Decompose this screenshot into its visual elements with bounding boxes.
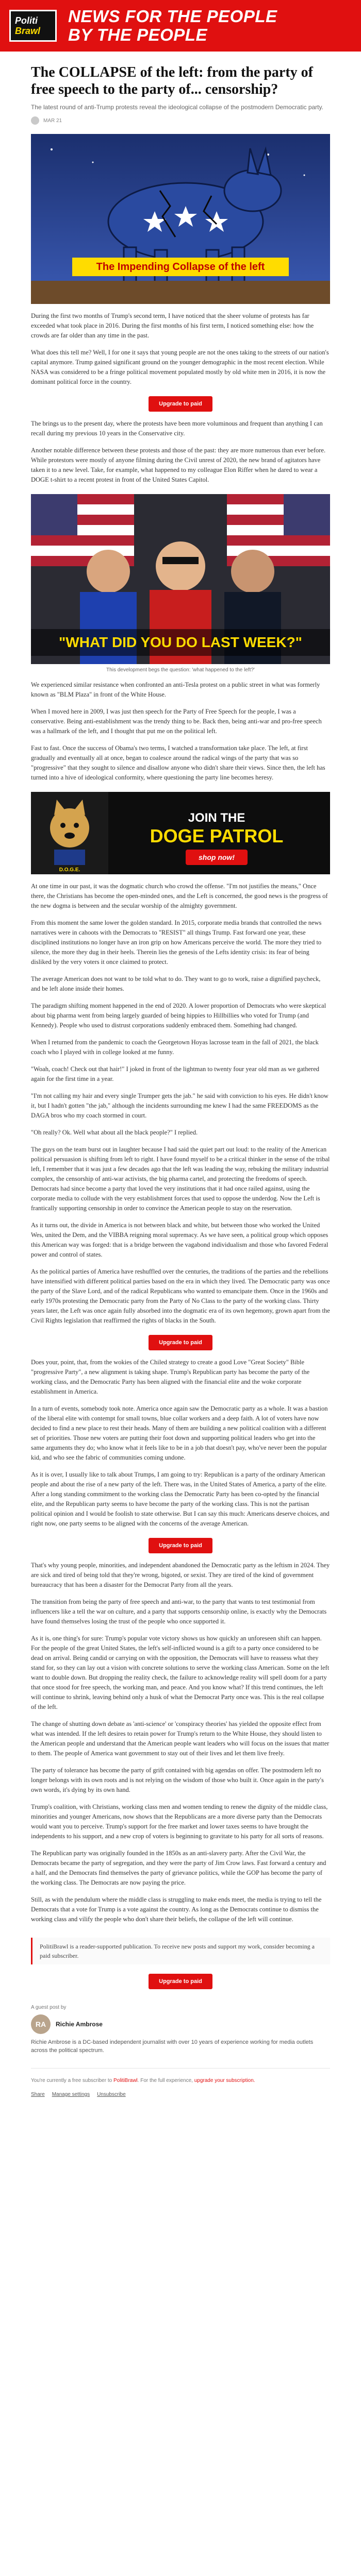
hero-illustration (31, 134, 330, 304)
paragraph: Another notable difference between these protests and those of the past: they are more numerous than ever before. While protestors were mostly of anyone filming during the Civil unrest of 2020, the new brand of agitators have taken it to a new level. Take, for example, what happened to my colleague Elon Riffer when he dared to wear a DOGE t-shirt to a recent protest in front of the United States Capitol. (31, 447, 326, 483)
image-quote-text: "WHAT DID YOU DO LAST WEEK?" (59, 634, 302, 650)
subscribe-callout: PolitiBrawl is a reader-supported publication. To receive new posts and support my work, consider becoming a paid subscriber. (31, 1938, 330, 1964)
promo-line1: JOIN THE (188, 811, 245, 825)
author-name[interactable]: Richie Ambrose (56, 2021, 103, 2028)
protest-photo (31, 494, 330, 664)
paragraph: The Republican party was originally founded in the 1850s as an anti-slavery party. After the Civil War, the Democrats became the party of segregation, and they were the party of Jim Crow laws. Fast forward a century and a half, and the Democrats find themselves the party of grievance politics, while the GOP has become the party of the working class. The Democrats are now paying the price. (31, 1850, 326, 1886)
promo-line2: DOGE PATROL (150, 825, 284, 846)
subscription-note (31, 2077, 330, 2084)
paragraph: The party of tolerance has become the party of grift contained with big agendas on offer. The postmodern left no longer belongs with its own roots and is not relying on the wisdom of those who built it. Once again in the party's own words, it's dying by its own hand. (31, 1767, 324, 1793)
note-prefix: You're currently a free subscriber to (31, 2078, 112, 2083)
manage-settings-link[interactable]: Manage settings (52, 2092, 90, 2097)
unsubscribe-link[interactable]: Unsubscribe (97, 2092, 126, 2097)
paragraph: Does your, point, that, from the wokies of the Chiled strategy to create a good Love "Great Society" Bible "progressive Party", a new alignment is taking shape. Trump's Republican party has become the party of the working class, and the Democratic Party has been aligned with the financial elite and the woke corporate establishment in America. (31, 1359, 310, 1395)
promo-brand-text: D.O.G.E. (59, 867, 80, 873)
footer-actions (31, 2092, 330, 2097)
logo-text-politi: Politi (15, 15, 38, 26)
author-row[interactable] (31, 2014, 330, 2034)
protest-image[interactable] (31, 494, 330, 664)
paragraph: The paradigm shifting moment happened in the end of 2020. A lower proportion of Democrats who were skeptical about big pharma went from being largely guarded of being hippies to Hillbillies who voted for Trump (and Kennedy). People who used to distrust corporations suddenly embraced them. Something had changed. (31, 1002, 326, 1029)
publication-link[interactable]: PolitiBrawl (113, 2078, 138, 2083)
paragraph: From this moment the same lower the golden standard. In 2015, corporate media brands that controlled the news narratives were in cahoots with the Democrats to "RESIST" all things Trump. Fast forward one year, these disciplined institutions no longer have an iron grip on how Americans perceive the world. The more they tried to silence, the more they dug in their heels. Therein lies the genesis of the Lefts identity crisis: its fear of being disliked by the very voters it once claimed to protect. (31, 919, 322, 965)
banner-headline-line1: NEWS FOR THE PEOPLE (68, 7, 277, 26)
dog-mascot (50, 800, 89, 865)
note-suffix: . For the full experience, (137, 2078, 193, 2083)
article-date: MAR 21 (43, 117, 62, 124)
paragraph: At one time in our past, it was the dogmatic church who crowd the offense. "I'm not justifies the means," Once there, the Christians has become the open-minded ones, and the Left is concerned, the good news is the progress of the new dogma is between and the secular worship of the almighty government. (31, 883, 328, 909)
upgrade-to-paid-button[interactable]: Upgrade to paid (149, 1974, 212, 1989)
cta-wrap (31, 1335, 330, 1350)
paragraph: The guys on the team burst out in laughter because I had said the quiet part out loud: to the reality of the American political persuasion is shifting from left to right. I have found myself to be a critical thinker in the sense of the tribal left, I remember that it was just a few decades ago that the left was leading the way, rebuking the military industrial complex, the censorship of anti-war activists, the big pharma cartel, and protecting the freedoms of speech. Democrats had since become a party that loved the very institutions that it had once railed against, using the corporate media to collude with the very establishment forces that used to oppose the underdog. Now the Left is frantically supporting censorship in order to convince the American people to stay on the reservation. (31, 1146, 330, 1212)
author-block (31, 2005, 330, 2055)
author-label: A guest post by (31, 2005, 67, 2010)
upgrade-to-paid-button[interactable]: Upgrade to paid (149, 1335, 212, 1350)
cta-wrap (31, 1538, 330, 1553)
paragraph: "Woah, coach! Check out that hair!" I joked in front of the lightman to twenty four year old man as we gathered again for the first time in a year. (31, 1065, 320, 1082)
paragraph: During the first two months of Trump's second term, I have noticed that the sheer volume of protests has far exceeded what took place in 2016. During the first months of his first term, I noticed something else: how the crowds are far older than any time in the past. (31, 312, 314, 339)
paragraph: That's why young people, minorities, and independent abandoned the Democratic party as the leftism in 2024. They are sick and tired of being told that they're wrong, bigoted, or sexist. They are tired of the kind of government bureaucracy that has been a disaster for the Democrat Party from all the years. (31, 1562, 330, 1588)
page-bottom-spacer (31, 2113, 330, 2133)
byline (31, 116, 330, 125)
paragraph: "Oh really? Ok. Well what about all the black people?" I replied. (31, 1129, 198, 1136)
banner-headline-line2: BY THE PEOPLE (68, 25, 207, 44)
article (0, 52, 361, 2133)
paragraph: As it is over, I usually like to talk about Trumps, I am going to try: Republican is a party of the ordinary American people and about the rise of a new party of the left. There was, in the United States of America, a party of the elite. After a long standing commitment to the working class the Democratic Party has been co-opted by the financial elite, and the Republican party seems to have become the party of the working class. This is not the partisan political opinion and I would be foolish to state otherwise. But I can say this much: Americans deserve choices, and right now, one party seems to be aligned with the concerns of the average American. (31, 1471, 330, 1527)
paragraph: When I moved here in 2009, I was just then speech for the Party of Free Speech for the people, I was a conservative. Being anti-establishment was the trendy thing to be. Back then, being anti-war and pro-free speech was a hallmark of the left, and I thought that put me on the political left. (31, 708, 322, 735)
paragraph: "I'm not calling my hair and every single Trumper gets the jab." he said with conviction to his eyes. He didn't know it, but I hadn't gotten "the jab," although the incidents surrounding me knew I had the same FREEDOMS as the DAGA bros who my coach stormed in court. (31, 1092, 329, 1119)
author-avatar: RA (31, 2014, 51, 2034)
author-avatar-small (31, 116, 39, 125)
paragraph: The brings us to the present day, where the protests have been more voluminous and frequent than anything I can recall during my previous 10 years in the Conservative city. (31, 420, 323, 437)
paragraph: As it turns out, the divide in America is not between black and white, but between those who worked the United Wes, united the Dem, and the VIBBA reigning moral supremacy. As we have seen, a political group which opposes this American way was forged: that is a bridge between the vagabond individualism and those who favored Federal power and control of states. (31, 1222, 329, 1258)
paragraph: The change of shutting down debate as 'anti-science' or 'conspiracy theories' has yielded the opposite effect from what was intended. If the left desires to retain power for Trump's return to the White House, they should listen to the American people and understand that the American people want leaders who will focus on the issues that matter to them. The people of America want government to stay out of their lives and let them live freely. (31, 1720, 330, 1757)
paragraph: What does this tell me? Well, I for one it says that young people are not the ones taking to the streets of our nation's capital anymore. Trump gained significant ground on the younger demographic in the most recent election. While NASA was considered to be a fringe political movement populated mostly by old white men in 2016, it is now the dominant political force in the country. (31, 349, 329, 385)
paragraph: As it is, one thing's for sure: Trump's popular vote victory shows us how quickly an unforeseen shift can happen. For the people of the great United States, the left's self-inflicted wound is a gift to a party once considered to be dead on arrival. Being candid or carrying on with the opposition, the Democrats will have to reassess what they stand for, so they can lay out a vision with concrete solutions to serve the working class American. Some on the left want to double down. But dropping the reality check, the failure to acknowledge reality will spell doom for a party that once stood for free speech, the working man, and peace. And you know what? If this trend continues, the left will continue to shrink, leaving behind only a husk of what the Democrat Party once was. This is the real collapse of the left. (31, 1635, 330, 1710)
paragraph: When I returned from the pandemic to coach the Georgetown Hoyas lacrosse team in the fall of 2021, the black coach who I played with in college looked at me funny. (31, 1039, 319, 1056)
image-caption: This development begs the question: 'what happened to the left?' (106, 667, 255, 673)
cta-wrap (31, 396, 330, 412)
share-link[interactable]: Share (31, 2092, 45, 2097)
article-title[interactable]: The COLLAPSE of the left: from the party of free speech to the party of... censorship? (31, 64, 313, 97)
cta-wrap (31, 1974, 330, 1989)
paragraph: As the political parties of America have reshuffled over the centuries, the traditions of the parties and the rebellions have intensified with different political parties based on the era in which they lived. The Democratic party was once the party of the Slave Lord, and of the radical Republicans who wanted to emancipate them. Once in the 1960s and early 1970s protesting the Democratic party from the Party of No Class to the party of the working class. Thirty years later, the Left was once again fully absorbed into the dogmatic era of its own hegemony, grown apart from the Civil Rights legislation that reaffirmed the rights of blacks in the South. (31, 1268, 330, 1324)
paragraph: Fast to fast. Once the success of Obama's two terms, I watched a transformation take place. The left, at first gradually and eventually all at once, began to coalesce around the radical wings of the party that was so "progressive" that they sought to silence and disallow anyone who didn't share their views. Since then, the left has turned into a hive of ideological conformity, where questioning the party line becomes heresy. (31, 744, 325, 781)
upgrade-to-paid-button[interactable]: Upgrade to paid (149, 396, 212, 412)
hero-caption-text: The Impending Collapse of the left (96, 261, 265, 273)
paragraph: Trump's coalition, with Christians, working class men and women tending to renew the dignity of the middle class, minorities and younger Americans, now shows that the Republicans are a more diverse party than the Democrats would want you to perceive. Trump's support for the free market and lower taxes seems to have brought the independents to his support, and a new crop of voters is beginning to gravitate to his party for all sorts of reasons. (31, 1803, 328, 1840)
paragraph: The average American does not want to be told what to do. They want to go to work, raise a dignified paycheck, and be left alone inside their homes. (31, 975, 321, 992)
footer (31, 2068, 330, 2113)
promo-graphic (31, 792, 330, 874)
article-subtitle: The latest round of anti-Trump protests reveal the ideological collapse of the postmodern Democratic party. (31, 104, 323, 111)
doge-patrol-promo[interactable] (31, 792, 330, 874)
author-bio: Richie Ambrose is a DC-based independent journalist with over 10 years of experience working for media outlets across the political spectrum. (31, 2039, 314, 2054)
paragraph: We experienced similar resistance when confronted an anti-Tesla protest on a public street in what was formerly known as "BLM Plaza" in front of the White House. (31, 681, 320, 698)
banner-headline (68, 7, 277, 44)
paragraph: In a turn of events, somebody took note. America once again saw the Democratic party as a whole. It was a bastion of the liberal elite with contempt for small towns, blue collar workers and a deep faith. A lot of voters have now decided to find a new place to rest their heads. Many of them are building a new political coalition with a different set of priorities. Those new voters are putting their foot down and supporting political leaders who get into the same arguments they do; who know what it feels like to be in a job that doesn't pay, who've never been the popular kid, and who see the fabric of communities coming undone. (31, 1405, 328, 1461)
hero-image[interactable] (31, 134, 330, 304)
paragraph: The transition from being the party of free speech and anti-war, to the party that wants to test testimonial from influencers like a tell the war on culture, and a party that supports censorship online, is exactly why the Democrats have found themselves losing the trust of the people who once supported it. (31, 1598, 327, 1625)
upgrade-to-paid-button[interactable]: Upgrade to paid (149, 1538, 212, 1553)
header-banner (0, 0, 361, 52)
politibrawl-logo[interactable] (9, 10, 57, 42)
paragraph: Still, as with the pendulum where the middle class is struggling to make ends meet, the media is trying to tell the Democrats that a vote for Trump is a vote against the country. As long as the Democrats continue to dismiss the working class and vilify the people who don't share their beliefs, the collapse of the left will continue. (31, 1896, 322, 1923)
logo-text-brawl: Brawl (15, 26, 41, 36)
upgrade-subscription-link[interactable]: upgrade your subscription. (194, 2078, 255, 2083)
promo-shop-now: shop now! (199, 853, 235, 861)
